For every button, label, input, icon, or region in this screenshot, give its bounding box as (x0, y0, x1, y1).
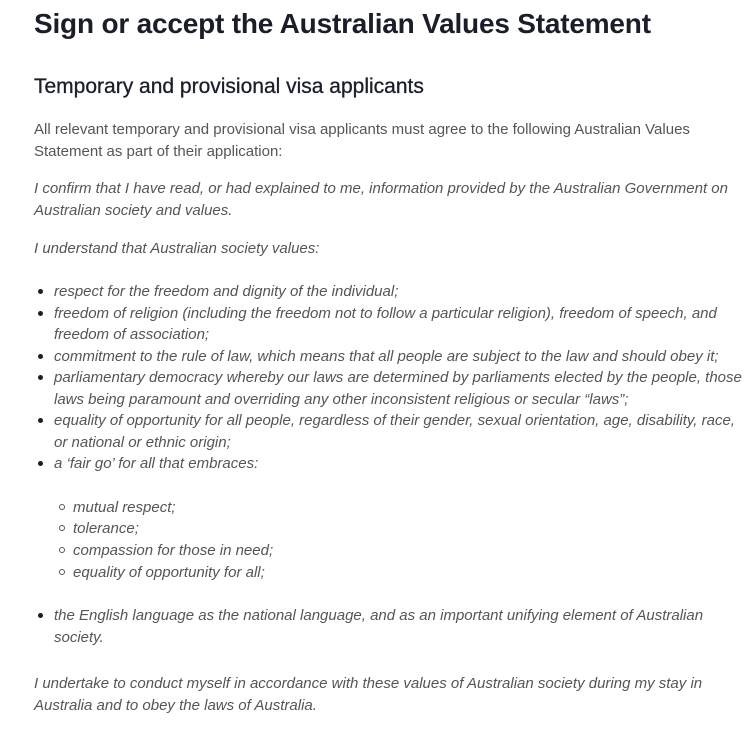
list-item (34, 410, 748, 453)
list-item-text: a ‘fair go’ for all that embraces: (54, 455, 259, 472)
sublist-item: mutual respect; (54, 497, 748, 519)
list-item (34, 346, 748, 368)
list-item-text: equality of opportunity for all people, regardless of their gender, sexual orientation, age, disability, race, or national or ethnic origin; (54, 412, 735, 451)
list-item-text: respect for the freedom and dignity of the individual; (54, 283, 399, 300)
list-item-text: commitment to the rule of law, which means that all people are subject to the law and should obey it; (54, 347, 719, 365)
values-list (34, 281, 748, 648)
intro-paragraph: All relevant temporary and provisional visa applicants must agree to the following Australian Values Statement as part of their application: (34, 121, 690, 160)
confirm-statement: I confirm that I have read, or had explained to me, information provided by the Australian Government on Australian society and values. (34, 180, 728, 219)
list-item-text: parliamentary democracy whereby our laws are determined by parliaments elected by the people, those laws being paramount and overriding any other inconsistent religious or secular “laws”; (54, 369, 742, 408)
values-lead-in: I understand that Australian society values: (34, 240, 320, 257)
sublist-item: compassion for those in need; (54, 540, 748, 562)
list-item (34, 453, 748, 583)
closing-statement: I undertake to conduct myself in accordance with these values of Australian society during my stay in Australia and to obey the laws of Australia. (34, 675, 703, 714)
list-item (34, 303, 748, 346)
fair-go-sublist (54, 497, 748, 584)
list-item (34, 605, 748, 648)
page-title: Sign or accept the Australian Values Statement (34, 8, 651, 39)
list-item-text: freedom of religion (including the freedom not to follow a particular religion), freedom of speech, and freedom of association; (54, 304, 717, 343)
sublist-item: tolerance; (54, 518, 748, 540)
section-heading: Temporary and provisional visa applicants (34, 75, 424, 98)
list-item (34, 281, 748, 303)
sublist-item: equality of opportunity for all; (54, 562, 748, 584)
list-item (34, 367, 748, 410)
list-item-text: the English language as the national language, and as an important unifying element of Australian society. (54, 607, 704, 646)
